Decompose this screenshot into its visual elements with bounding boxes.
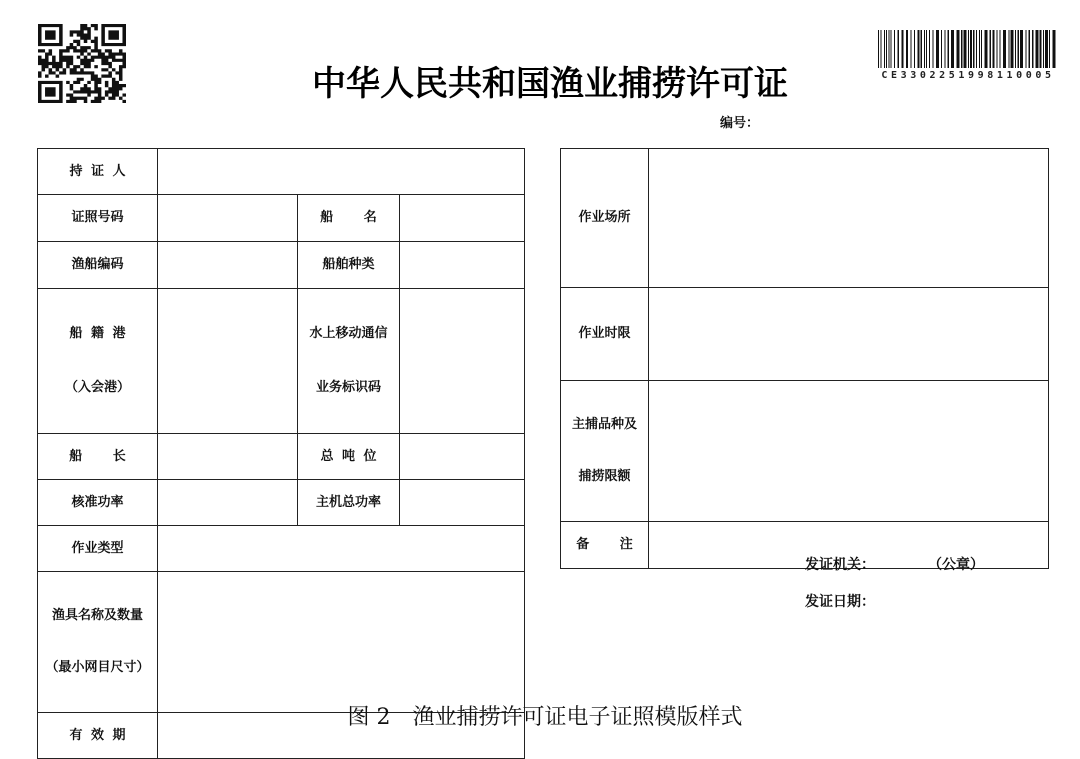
table-row xyxy=(561,149,1049,288)
length-value xyxy=(158,434,298,480)
table-row xyxy=(38,526,525,572)
port-label-line2: （入会港） xyxy=(64,380,130,395)
gear-label-line2: （最小网目尺寸） xyxy=(45,660,150,675)
length-label: 船 长 xyxy=(38,434,158,480)
port-label xyxy=(38,289,158,434)
gear-label xyxy=(38,572,158,713)
main-engine-power-label: 主机总功率 xyxy=(298,480,400,526)
qr-modules xyxy=(38,24,126,103)
table-row xyxy=(38,195,525,242)
barcode-bars xyxy=(878,30,1056,68)
approved-power-label: 核准功率 xyxy=(38,480,158,526)
tonnage-value xyxy=(400,434,525,480)
approved-power-value xyxy=(158,480,298,526)
mmsi-value xyxy=(400,289,525,434)
port-value xyxy=(158,289,298,434)
period-value xyxy=(649,288,1049,381)
qr-code xyxy=(38,24,126,103)
figure-caption: 图 2 渔业捕捞许可证电子证照模版样式 xyxy=(347,705,743,730)
table-row xyxy=(561,288,1049,381)
vessel-name-value xyxy=(400,195,525,242)
vessel-code-value xyxy=(158,242,298,289)
species-label-line1: 主捕品种及 xyxy=(571,417,637,432)
serial-number-label: 编号： xyxy=(720,116,760,131)
operation-type-value xyxy=(158,526,525,572)
holder-label: 持 证 人 xyxy=(38,149,158,195)
table-row xyxy=(38,480,525,526)
document-title: 中华人民共和国渔业捕捞许可证 xyxy=(312,64,788,104)
mmsi-label xyxy=(298,289,400,434)
operation-type-label: 作业类型 xyxy=(38,526,158,572)
species-label xyxy=(561,381,649,522)
remarks-label: 备 注 xyxy=(561,522,649,569)
vessel-type-label: 船舶种类 xyxy=(298,242,400,289)
validity-label: 有 效 期 xyxy=(38,713,158,759)
area-value xyxy=(649,149,1049,288)
mmsi-label-line2: 业务标识码 xyxy=(315,380,381,395)
license-no-value xyxy=(158,195,298,242)
barcode xyxy=(878,30,1058,68)
table-row xyxy=(38,572,525,713)
issue-date-label: 发证日期： xyxy=(805,594,875,610)
period-label: 作业时限 xyxy=(561,288,649,381)
table-row xyxy=(38,149,525,195)
table-row xyxy=(38,242,525,289)
species-label-line2: 捕捞限额 xyxy=(578,469,631,484)
license-no-label: 证照号码 xyxy=(38,195,158,242)
species-value xyxy=(649,381,1049,522)
operation-info-table xyxy=(560,148,1049,569)
holder-value xyxy=(158,149,525,195)
port-label-line1: 船 籍 港 xyxy=(69,326,126,341)
table-row xyxy=(38,289,525,434)
tonnage-label: 总 吨 位 xyxy=(298,434,400,480)
official-seal-label: （公章） xyxy=(928,557,984,573)
vessel-info-table xyxy=(37,148,525,759)
vessel-name-label: 船 名 xyxy=(298,195,400,242)
vessel-code-label: 渔船编码 xyxy=(38,242,158,289)
table-row xyxy=(561,381,1049,522)
area-label: 作业场所 xyxy=(561,149,649,288)
gear-label-line1: 渔具名称及数量 xyxy=(51,608,143,623)
table-row xyxy=(38,434,525,480)
barcode-number: CE3302251998110005 xyxy=(881,70,1055,81)
mmsi-label-line1: 水上移动通信 xyxy=(309,326,388,341)
vessel-type-value xyxy=(400,242,525,289)
gear-value xyxy=(158,572,525,713)
issuing-authority-label: 发证机关： xyxy=(805,557,875,573)
main-engine-power-value xyxy=(400,480,525,526)
